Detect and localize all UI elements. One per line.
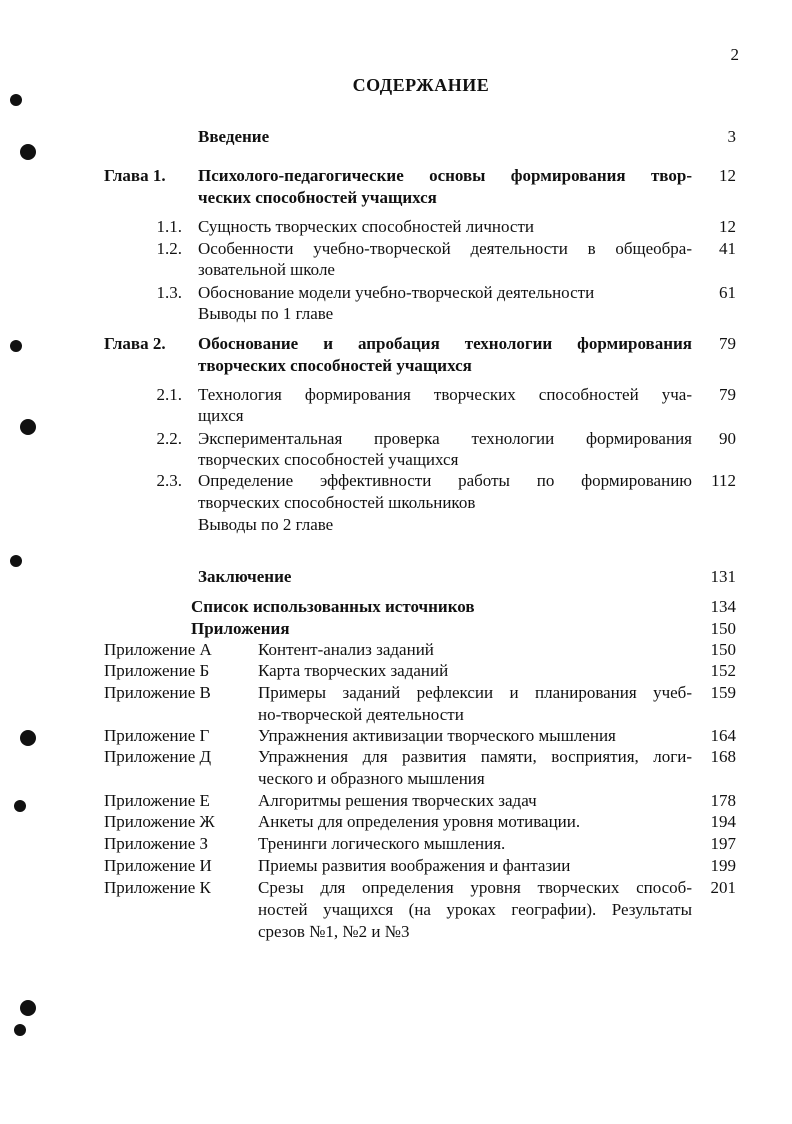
- appendix-page: 159: [710, 683, 736, 702]
- toc-intro-page: 3: [727, 127, 736, 146]
- section-number: 1.3.: [156, 283, 182, 302]
- appendix-label: Приложение И: [104, 856, 212, 875]
- toc-appendices-label: Приложения: [191, 619, 290, 638]
- appendix-label: Приложение В: [104, 683, 211, 702]
- section-title: Сущность творческих способностей личности: [198, 217, 534, 236]
- chapter-page: 12: [719, 166, 736, 185]
- chapter-title: ческих способностей учащихся: [198, 188, 437, 207]
- appendix-label: Приложение Г: [104, 726, 210, 745]
- appendix-title: Анкеты для определения уровня мотивации.: [258, 812, 581, 831]
- binder-hole: [20, 730, 36, 746]
- section-page: 79: [719, 385, 736, 404]
- section-title: зовательной школе: [198, 260, 335, 279]
- appendix-title: Примеры заданий рефлексии и планирования учеб-: [258, 683, 692, 702]
- chapter-title: Обоснование и апробация технологии формирования: [198, 334, 692, 353]
- section-page: 90: [719, 429, 736, 448]
- appendix-title: ческого и образного мышления: [258, 769, 485, 788]
- section-number: 2.3.: [156, 471, 182, 490]
- appendix-label: Приложение А: [104, 640, 212, 659]
- section-title: Обоснование модели учебно-творческой деятельности: [198, 283, 595, 302]
- appendix-page: 197: [710, 834, 736, 853]
- chapter-conclusions: Выводы по 2 главе: [198, 515, 334, 534]
- toc-appendices-page: 150: [710, 619, 736, 638]
- appendix-page: 201: [710, 878, 736, 897]
- binder-hole: [14, 800, 26, 812]
- section-page: 41: [719, 239, 736, 258]
- appendix-title: Упражнения для развития памяти, восприятия, логи-: [258, 747, 692, 766]
- section-title: творческих способностей школьников: [198, 493, 476, 512]
- appendix-page: 168: [710, 747, 736, 766]
- appendix-label: Приложение Е: [104, 791, 210, 810]
- binder-hole: [20, 1000, 36, 1016]
- section-title: творческих способностей учащихся: [198, 450, 459, 469]
- binder-hole: [20, 144, 36, 160]
- toc-sources-label: Список использованных источников: [191, 597, 475, 616]
- appendix-page: 164: [710, 726, 736, 745]
- appendix-page: 152: [710, 661, 736, 680]
- appendix-title: ностей учащихся (на уроках географии). Результаты: [258, 900, 692, 919]
- section-page: 61: [719, 283, 736, 302]
- chapter-title: Психолого-педагогические основы формирования твор-: [198, 166, 692, 185]
- section-title: Особенности учебно-творческой деятельности в общеобра-: [198, 239, 692, 258]
- toc-sources-page: 134: [710, 597, 736, 616]
- binder-hole: [10, 555, 22, 567]
- appendix-label: Приложение Ж: [104, 812, 215, 831]
- chapter-title: творческих способностей учащихся: [198, 356, 472, 375]
- section-page: 112: [711, 471, 736, 490]
- appendix-title: но-творческой деятельности: [258, 705, 464, 724]
- page-title: СОДЕРЖАНИЕ: [352, 75, 490, 95]
- appendix-title: Тренинги логического мышления.: [258, 834, 506, 853]
- appendix-page: 178: [710, 791, 736, 810]
- section-title: Технология формирования творческих способностей уча-: [198, 385, 692, 404]
- appendix-page: 150: [710, 640, 736, 659]
- binder-hole: [14, 1024, 26, 1036]
- appendix-page: 194: [710, 812, 736, 831]
- appendix-label: Приложение Д: [104, 747, 212, 766]
- section-page: 12: [719, 217, 736, 236]
- chapter-page: 79: [719, 334, 736, 353]
- chapter-label: Глава 2.: [104, 334, 166, 353]
- section-number: 1.1.: [156, 217, 182, 236]
- appendix-title: Упражнения активизации творческого мышления: [258, 726, 616, 745]
- appendix-title: Контент-анализ заданий: [258, 640, 434, 659]
- toc-conclusion-label: Заключение: [198, 567, 292, 586]
- appendix-title: Алгоритмы решения творческих задач: [258, 791, 537, 810]
- chapter-conclusions: Выводы по 1 главе: [198, 304, 334, 323]
- page-number: 2: [730, 45, 739, 64]
- appendix-label: Приложение К: [104, 878, 211, 897]
- section-number: 2.2.: [156, 429, 182, 448]
- section-title: Экспериментальная проверка технологии формирования: [198, 429, 692, 448]
- chapter-label: Глава 1.: [104, 166, 166, 185]
- binder-hole: [10, 340, 22, 352]
- section-number: 2.1.: [156, 385, 182, 404]
- appendix-title: Приемы развития воображения и фантазии: [258, 856, 571, 875]
- appendix-title: Срезы для определения уровня творческих способ-: [258, 878, 692, 897]
- binder-hole: [20, 419, 36, 435]
- appendix-page: 199: [710, 856, 736, 875]
- section-title: Определение эффективности работы по формированию: [198, 471, 692, 490]
- section-title: щихся: [198, 406, 244, 425]
- appendix-title: срезов №1, №2 и №3: [258, 922, 410, 941]
- section-number: 1.2.: [156, 239, 182, 258]
- appendix-label: Приложение Б: [104, 661, 210, 680]
- toc-intro-label: Введение: [198, 127, 270, 146]
- appendix-label: Приложение З: [104, 834, 209, 853]
- toc-conclusion-page: 131: [710, 567, 736, 586]
- appendix-title: Карта творческих заданий: [258, 661, 449, 680]
